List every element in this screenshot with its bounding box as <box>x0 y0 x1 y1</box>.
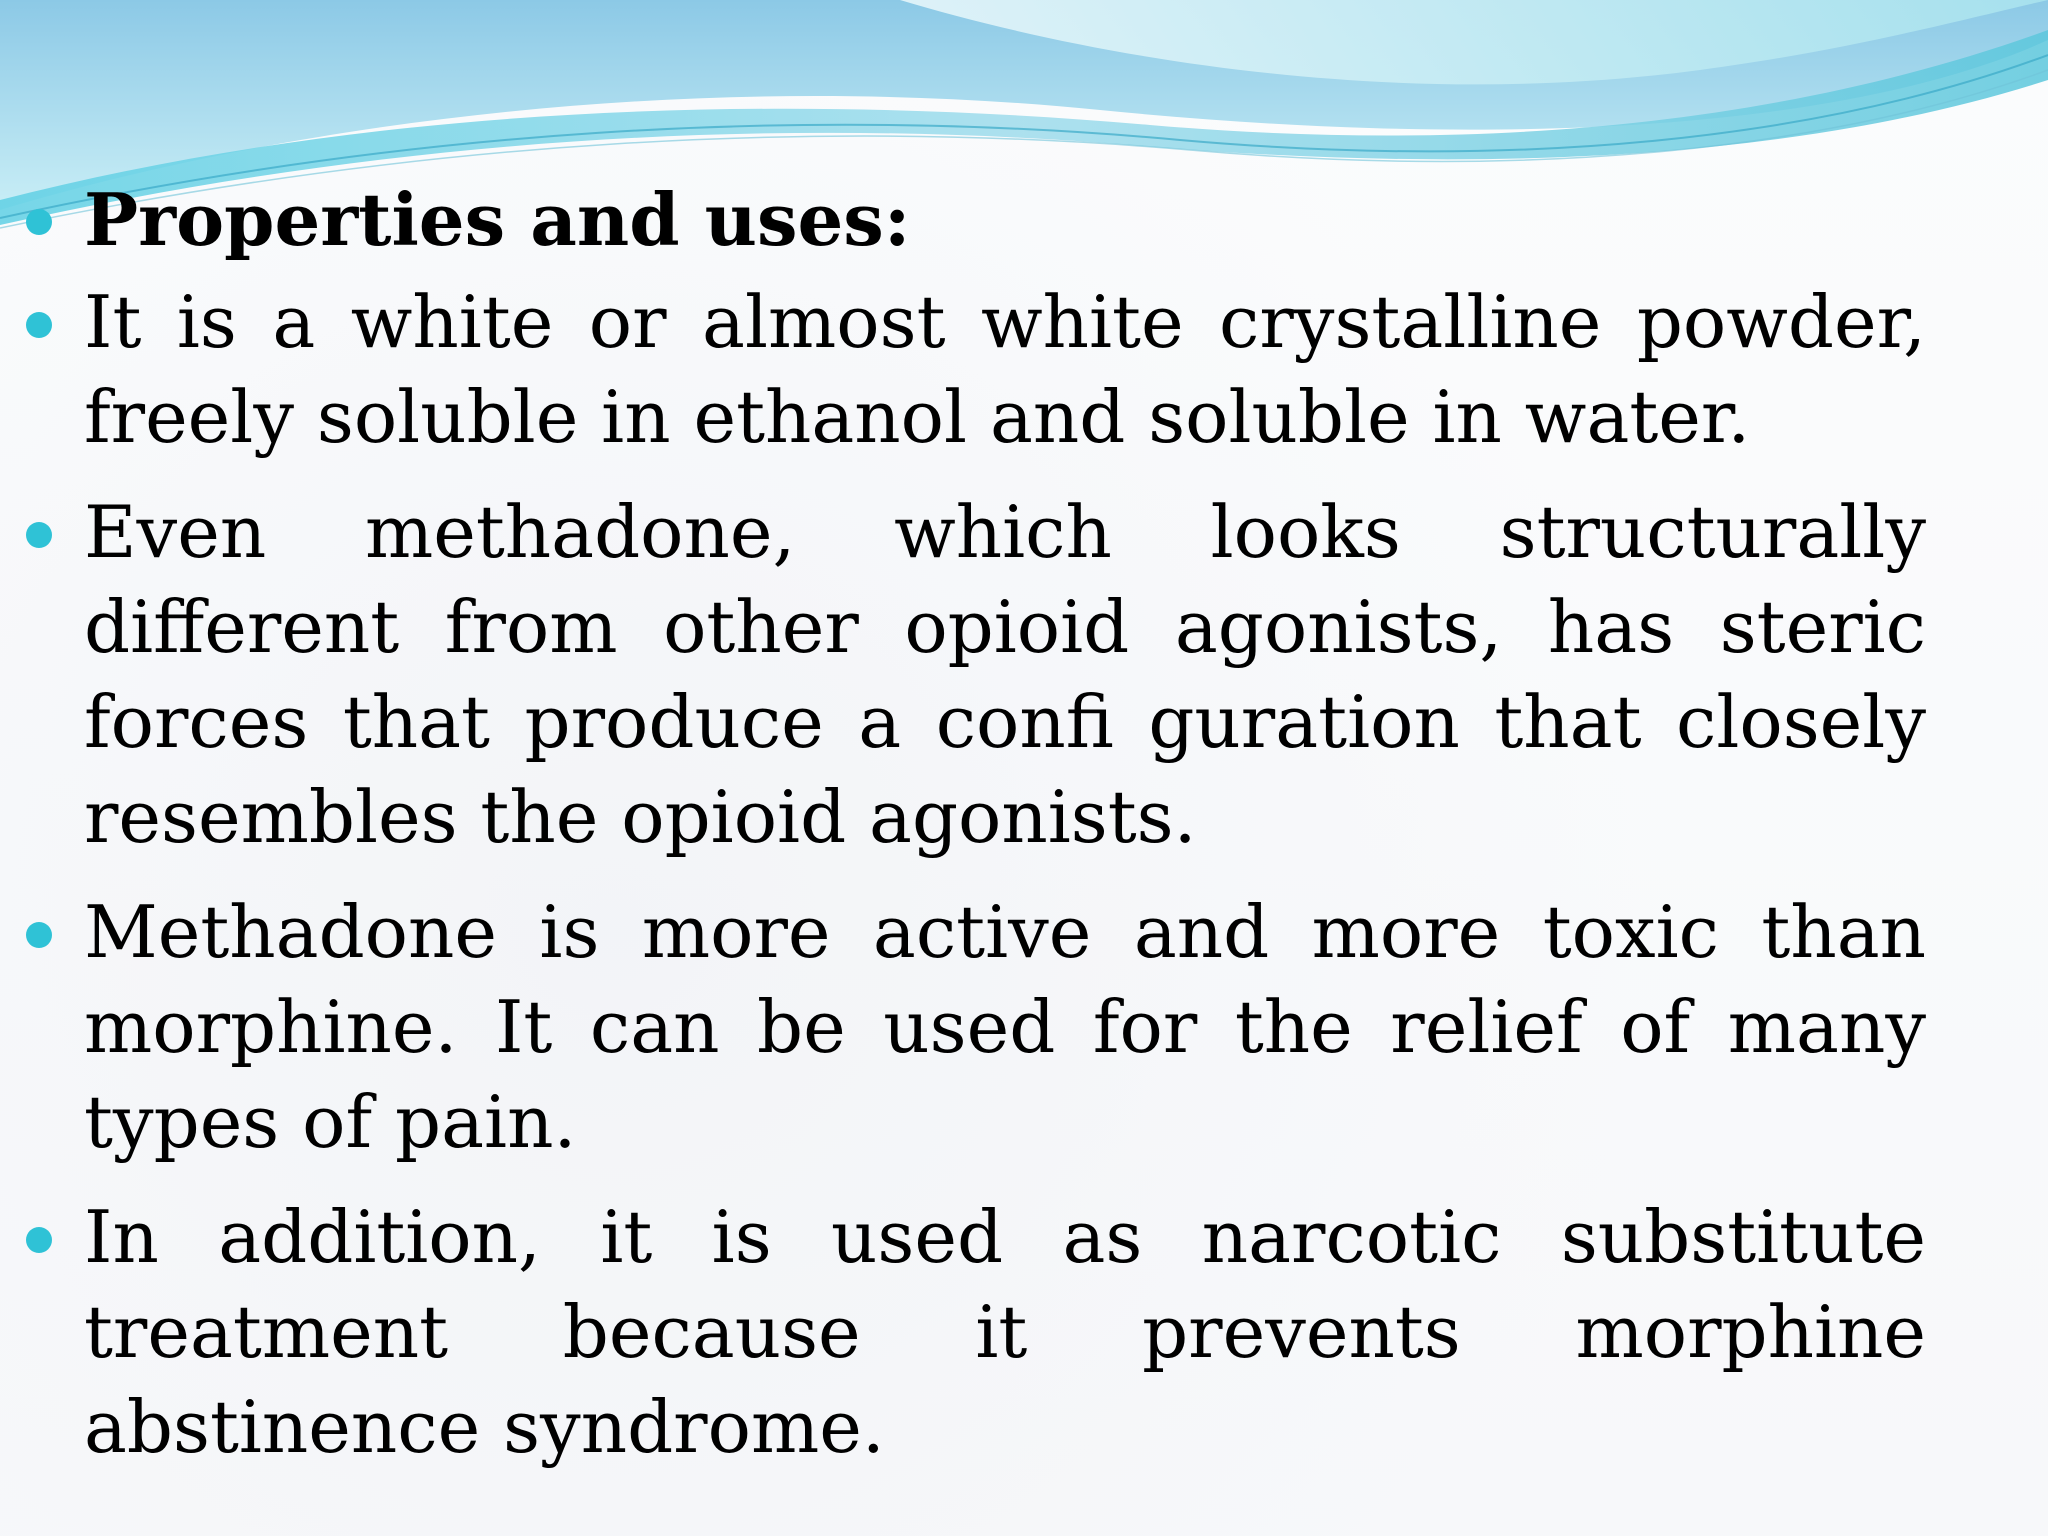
bullet-dot-icon <box>26 922 52 948</box>
bullet-dot-icon <box>26 522 52 548</box>
bullet-text: Even methadone, which looks structurally different from other opioid agonists, has steric forces that produce a confi guration that closely resembles the opioid agonists. <box>84 490 1926 859</box>
heading-text: Properties and uses: <box>84 177 911 262</box>
bullet-item-1 <box>26 275 1926 465</box>
bullet-item-4 <box>26 1190 1926 1475</box>
bullet-text: In addition, it is used as narcotic substitute treatment because it prevents morphine abstinence syndrome. <box>84 1195 1926 1469</box>
bullet-text: It is a white or almost white crystalline powder, freely soluble in ethanol and soluble in water. <box>84 280 1926 459</box>
slide-bullet-list <box>26 172 1926 1495</box>
bullet-item-3 <box>26 885 1926 1170</box>
bullet-heading <box>26 172 1926 267</box>
bullet-dot-icon <box>26 312 52 338</box>
bullet-dot-icon <box>26 1227 52 1253</box>
bullet-dot-icon <box>26 209 52 235</box>
bullet-item-2 <box>26 485 1926 865</box>
bullet-text: Methadone is more active and more toxic than morphine. It can be used for the relief of many types of pain. <box>84 890 1926 1164</box>
